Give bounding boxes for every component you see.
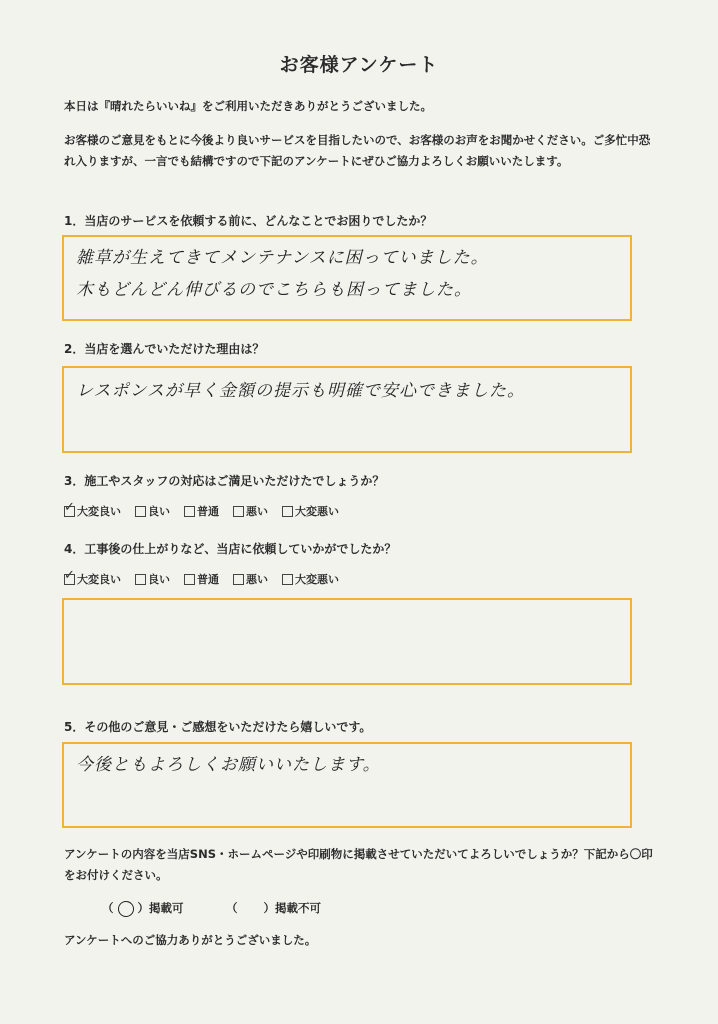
publication-allow-option[interactable]: （ ）掲載可 xyxy=(102,901,184,915)
option-4-very-good[interactable]: ✓ 大変良い xyxy=(64,571,121,587)
allow-label: 掲載可 xyxy=(149,901,184,915)
question-3: 3．施工やスタッフの対応はご満足いただけたでしょうか？ xyxy=(64,474,385,488)
question-4: 4．工事後の仕上がりなど、当店に依頼していかがでしたか？ xyxy=(64,542,397,556)
page-title: お客様アンケート xyxy=(279,54,439,76)
answer-2-line-1: レスポンスが早く金額の提示も明確で安心できました。 xyxy=(76,381,525,401)
option-4-average[interactable]: 普通 xyxy=(184,571,219,587)
checkbox-icon[interactable] xyxy=(135,574,146,585)
checkbox-icon[interactable] xyxy=(184,574,195,585)
question-5: 5．その他のご意見・ご感想をいただけたら嬉しいです。 xyxy=(64,720,372,734)
option-3-good[interactable]: 良い xyxy=(135,503,170,519)
closing-thanks: アンケートへのご協力ありがとうございました。 xyxy=(64,933,317,947)
checkbox-icon[interactable] xyxy=(282,506,293,517)
question-2: 2．当店を選んでいただけた理由は？ xyxy=(64,342,265,356)
option-4-very-bad[interactable]: 大変悪い xyxy=(282,571,339,587)
checkbox-icon[interactable] xyxy=(135,506,146,517)
question-1: 1．当店のサービスを依頼する前に、どんなことでお困りでしたか？ xyxy=(64,214,433,228)
intro-request: お客様のご意見をもとに今後より良いサービスを目指したいので、お客様のお声をお聞かせください。ご多忙中恐れ入りますが、一言でも結構ですので下記のアンケートにぜひご協力よろしくお願いいたします。 xyxy=(64,133,651,168)
answer-box-1[interactable] xyxy=(62,235,632,321)
rating-options-4 xyxy=(64,571,339,587)
checkbox-icon[interactable] xyxy=(282,574,293,585)
option-3-bad[interactable]: 悪い xyxy=(233,503,268,519)
checkbox-checked-icon[interactable] xyxy=(64,574,75,585)
answer-box-5[interactable] xyxy=(62,742,632,828)
answer-box-4[interactable] xyxy=(62,598,632,685)
checkbox-icon[interactable] xyxy=(233,506,244,517)
option-3-very-bad[interactable]: 大変悪い xyxy=(282,503,339,519)
intro-thanks: 本日は『晴れたらいいね』をご利用いただきありがとうございました。 xyxy=(64,99,432,113)
rating-options-3 xyxy=(64,503,339,519)
answer-1-line-2: 木もどんどん伸びるのでこちらも困ってました。 xyxy=(76,280,472,300)
answer-5-line-1: 今後ともよろしくお願いいたします。 xyxy=(76,755,381,775)
circle-mark-icon xyxy=(118,901,134,917)
deny-label: 掲載不可 xyxy=(275,901,321,915)
option-3-average[interactable]: 普通 xyxy=(184,503,219,519)
option-4-good[interactable]: 良い xyxy=(135,571,170,587)
publication-deny-option[interactable]: （ ）掲載不可 xyxy=(226,901,321,915)
checkbox-icon[interactable] xyxy=(184,506,195,517)
publication-consent-text: アンケートの内容を当店SNS・ホームページや印刷物に掲載させていただいてよろしいでしょうか？下記から〇印をお付けください。 xyxy=(64,847,653,882)
option-3-very-good[interactable]: ✓ 大変良い xyxy=(64,503,121,519)
answer-box-2[interactable] xyxy=(62,366,632,453)
answer-1-line-1: 雑草が生えてきてメンテナンスに困っていました。 xyxy=(76,248,489,268)
option-4-bad[interactable]: 悪い xyxy=(233,571,268,587)
checkbox-icon[interactable] xyxy=(233,574,244,585)
checkbox-checked-icon[interactable] xyxy=(64,506,75,517)
